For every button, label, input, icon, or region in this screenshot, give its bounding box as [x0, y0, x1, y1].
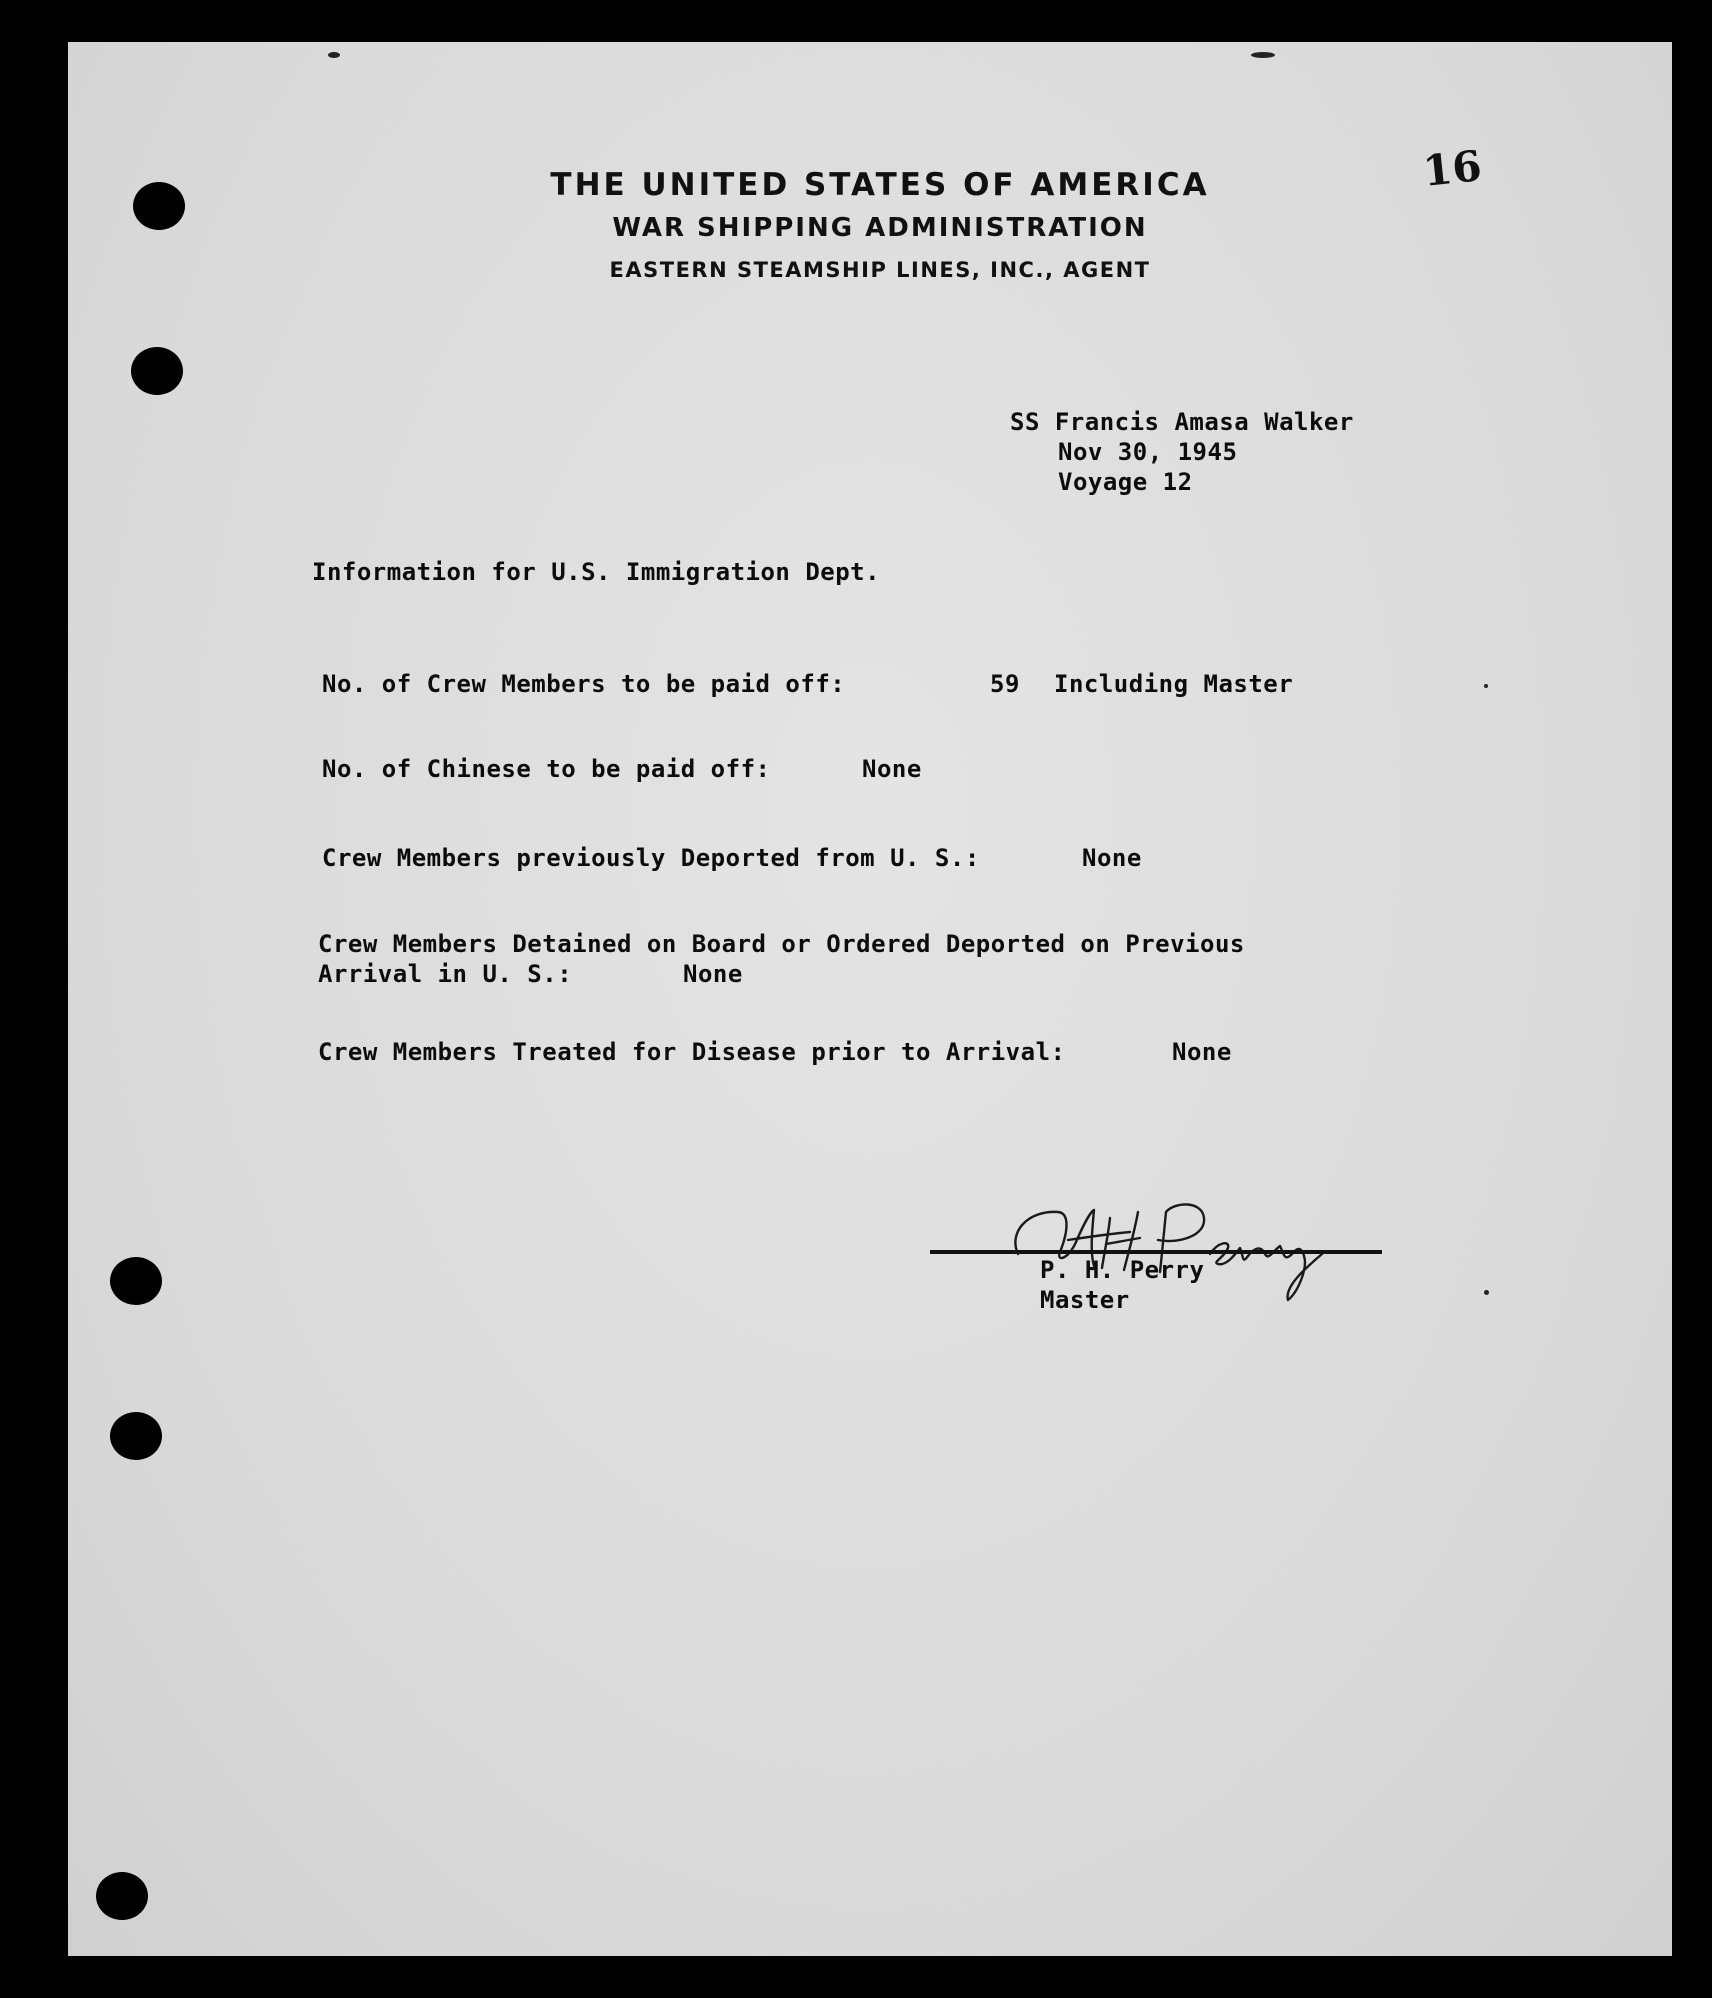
punch-hole — [110, 1257, 162, 1305]
scan-speck — [1484, 1290, 1489, 1295]
item-value-previously-deported: None — [1082, 844, 1142, 872]
signer-name: P. H. Perry — [1040, 1256, 1205, 1284]
item-value-chinese-paid-off: None — [862, 755, 922, 783]
item-value-detained: None — [683, 960, 743, 988]
letterhead-line-1: THE UNITED STATES OF AMERICA — [550, 167, 1210, 203]
scan-speck — [1251, 52, 1275, 58]
document-date: Nov 30, 1945 — [1058, 438, 1238, 466]
item-label-treated-for-disease: Crew Members Treated for Disease prior to Arrival: — [318, 1038, 1066, 1066]
signer-title: Master — [1040, 1286, 1130, 1314]
document-page — [68, 42, 1672, 1956]
punch-hole — [131, 347, 183, 395]
item-value-crew-paid-off: 59 — [990, 670, 1020, 698]
item-note-crew-paid-off: Including Master — [1054, 670, 1294, 698]
letterhead-line-2: WAR SHIPPING ADMINISTRATION — [612, 213, 1148, 243]
scan-speck — [1484, 684, 1488, 688]
document-heading: Information for U.S. Immigration Dept. — [312, 558, 881, 586]
page-number: 16 — [1420, 141, 1484, 196]
item-value-treated-for-disease: None — [1172, 1038, 1232, 1066]
item-label-previously-deported: Crew Members previously Deported from U. S.: — [322, 844, 980, 872]
signature-line — [930, 1250, 1382, 1254]
vessel-name: SS Francis Amasa Walker — [1010, 408, 1354, 436]
scan-speck — [328, 52, 340, 58]
item-label-detained-line-2: Arrival in U. S.: — [318, 960, 573, 988]
punch-hole — [110, 1412, 162, 1460]
punch-hole — [96, 1872, 148, 1920]
voyage-number: Voyage 12 — [1058, 468, 1193, 496]
letterhead-line-3: EASTERN STEAMSHIP LINES, INC., AGENT — [609, 258, 1151, 282]
item-label-crew-paid-off: No. of Crew Members to be paid off: — [322, 670, 846, 698]
item-label-detained-line-1: Crew Members Detained on Board or Ordered Deported on Previous — [318, 930, 1245, 958]
item-label-chinese-paid-off: No. of Chinese to be paid off: — [322, 755, 771, 783]
